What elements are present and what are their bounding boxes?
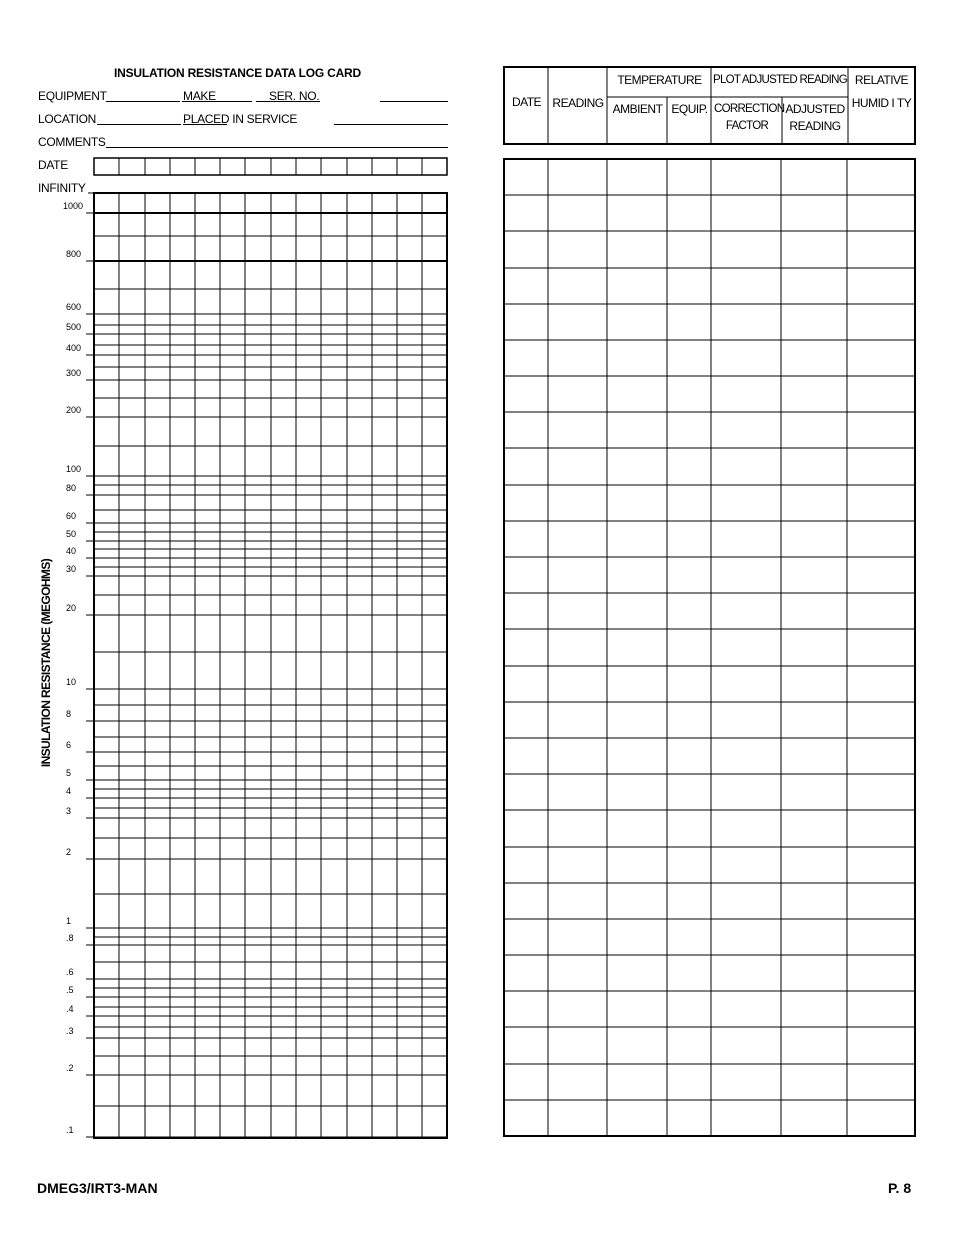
y-tick-label: 3 (66, 806, 72, 816)
relative-humidity-header: RELATIVE (854, 73, 909, 87)
y-tick-label: 6 (66, 740, 72, 750)
y-tick-label: .8 (66, 933, 74, 943)
y-tick-label: 5 (66, 768, 72, 778)
y-tick-label: 200 (66, 405, 82, 415)
location-label: LOCATION (38, 112, 97, 126)
y-tick-label: .5 (66, 985, 74, 995)
comments-label: COMMENTS (38, 135, 106, 149)
y-tick-label: 60 (66, 511, 77, 521)
ser-no-label: SER. NO. (269, 89, 320, 103)
y-tick-label: 20 (66, 603, 77, 613)
infinity-label: INFINITY (38, 181, 86, 195)
date-column-header: DATE (511, 95, 542, 109)
temperature-header: TEMPERATURE (617, 73, 702, 87)
y-tick-label: 600 (66, 302, 82, 312)
ambient-column-header: AMBIENT (612, 102, 663, 116)
humidity-header: HUMID I TY (851, 96, 912, 110)
placed-in-service-label: PLACED IN SERVICE (183, 112, 298, 126)
y-tick-label: 100 (66, 464, 82, 474)
y-tick-label: 800 (66, 249, 82, 259)
correction-factor-column-header: CORRECTION FACTOR (714, 103, 785, 132)
make-label: MAKE (183, 89, 216, 103)
y-tick-label: 400 (66, 343, 82, 353)
equipment-label: EQUIPMENT (38, 89, 107, 103)
y-tick-label: .1 (66, 1125, 74, 1135)
adjusted-reading-column-header: ADJUSTED READING (785, 102, 845, 133)
y-tick-label: 500 (66, 322, 82, 332)
y-tick-label: 8 (66, 709, 72, 719)
y-tick-label: 300 (66, 368, 82, 378)
y-tick-label: 1 (66, 916, 72, 926)
y-tick-label: 40 (66, 546, 77, 556)
y-tick-label: .4 (66, 1004, 74, 1014)
y-tick-label: 10 (66, 677, 77, 687)
y-tick-label: 30 (66, 564, 77, 574)
y-tick-label: 1000 (63, 201, 84, 211)
page-number: P. 8 (888, 1180, 912, 1196)
y-tick-label: .3 (66, 1026, 74, 1036)
y-tick-label: 80 (66, 483, 77, 493)
y-tick-label: 50 (66, 529, 77, 539)
y-axis-title: INSULATION RESISTANCE (MEGOHMS) (39, 558, 53, 768)
y-tick-label: 2 (66, 847, 72, 857)
plot-adjusted-reading-header: PLOT ADJUSTED READING (713, 74, 847, 86)
date-label: DATE (38, 158, 68, 172)
equip-column-header: EQUIP. (671, 102, 708, 116)
card-title: INSULATION RESISTANCE DATA LOG CARD (114, 66, 361, 80)
y-tick-label: .2 (66, 1063, 74, 1073)
y-tick-label: 4 (66, 786, 72, 796)
reading-column-header: READING (552, 96, 604, 110)
y-tick-label: .6 (66, 967, 74, 977)
document-id: DMEG3/IRT3-MAN (37, 1180, 158, 1196)
reading-log-table[interactable] (504, 159, 915, 1136)
